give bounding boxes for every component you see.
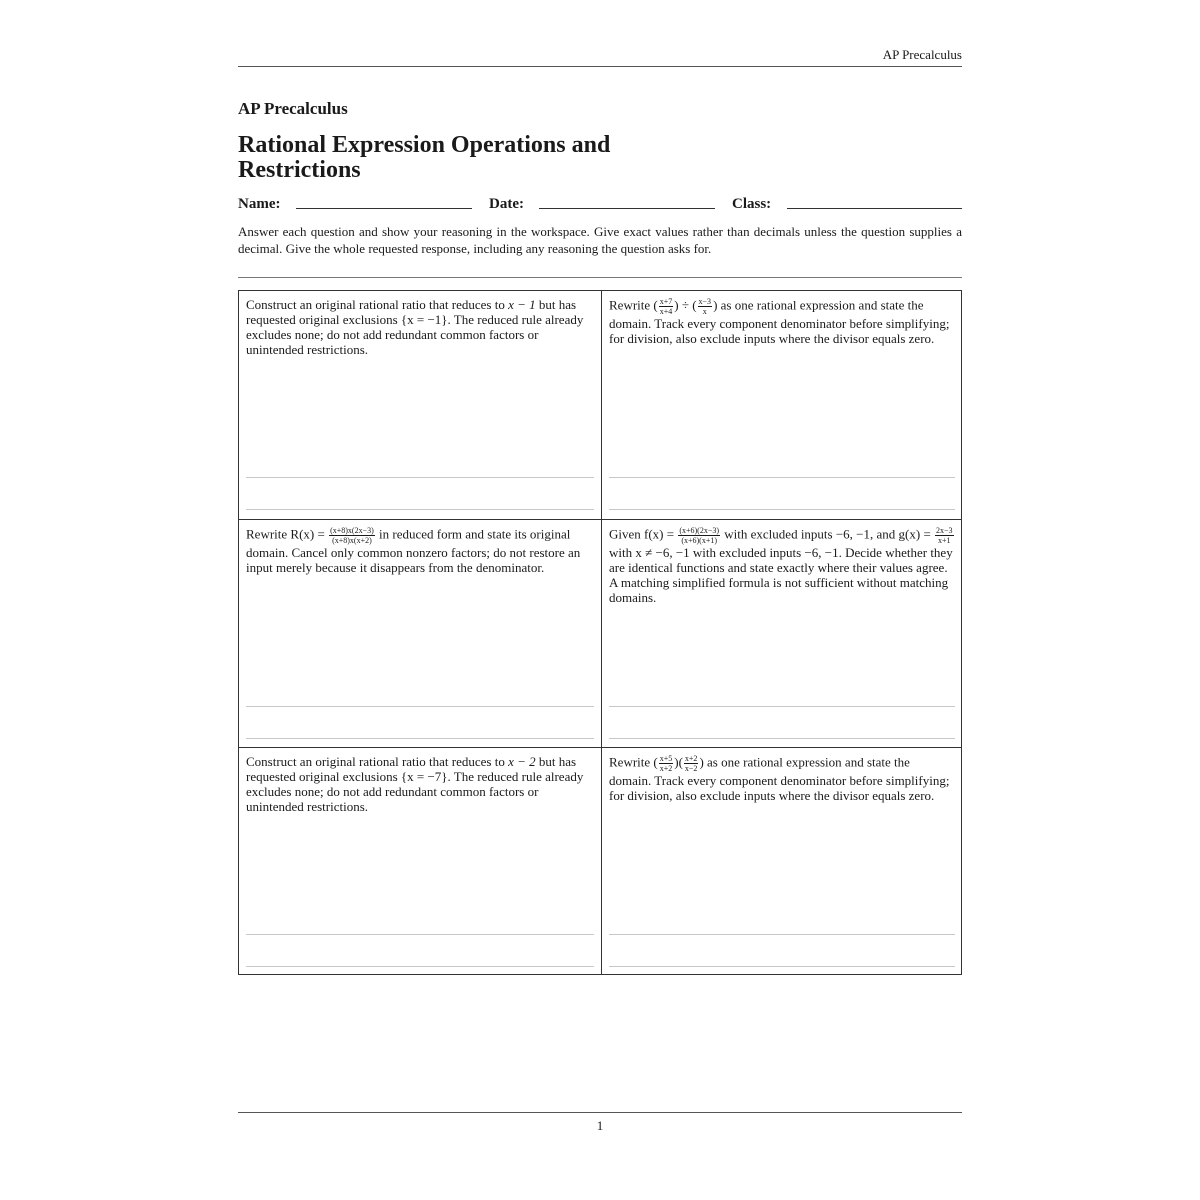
fraction: $\frac{(x+8)x(2x-3)}{(x+8)x(x+2)}$ [330, 526, 374, 545]
answer-line[interactable] [609, 477, 955, 478]
class-label: Class: [732, 196, 772, 212]
question-2 [601, 291, 962, 519]
question-text: Construct an original rational ratio that reduces to x − 1 but has requested original exclusions {x = −1}. The reduced rule already excludes none; do not add redundant common factors or unintended restrictions. [246, 297, 584, 357]
fraction: $\frac{x-3}{x}$ [698, 297, 712, 316]
footer-divider [238, 1112, 962, 1113]
section-divider [238, 277, 962, 278]
answer-line[interactable] [246, 966, 594, 967]
student-info-fields [238, 196, 962, 216]
answer-line[interactable] [246, 706, 594, 707]
question-text: Rewrite R(x) = $\frac{(x+8)x(2x-3)}{(x+8)x(x+2)}$ in reduced form and state its original domain. Cancel only common nonzero factors; do not restore an input merely because it disappears from the denominator. [246, 526, 581, 575]
name-field[interactable] [296, 208, 472, 209]
date-label: Date: [489, 196, 524, 212]
answer-line[interactable] [609, 738, 955, 739]
question-text: Rewrite ( $\frac{x+5}{x+2}$ )( $\frac{x+2}{x-2}$ ) as one rational expression and state the domain. Track every component denominator before simplifying; for division, also exclude inputs where the divisor equals zero. [609, 754, 950, 803]
answer-line[interactable] [246, 509, 594, 510]
question-grid [238, 290, 962, 975]
answer-line[interactable] [609, 934, 955, 935]
fraction: $\frac{x+2}{x-2}$ [684, 754, 698, 773]
instructions: Answer each question and show your reasoning in the workspace. Give exact values rather than decimals unless the question supplies a decimal. Give the whole requested response, including any reasoning the question asks for. [238, 224, 962, 256]
running-header: AP Precalculus [238, 47, 962, 67]
answer-line[interactable] [609, 966, 955, 967]
page-number: 1 [596, 1118, 604, 1133]
question-4 [601, 519, 962, 747]
answer-line[interactable] [246, 477, 594, 478]
date-field[interactable] [539, 208, 715, 209]
question-text: Construct an original rational ratio that reduces to x − 2 but has requested original exclusions {x = −7}. The reduced rule already excludes none; do not add redundant common factors or unintended restrictions. [246, 754, 584, 814]
answer-line[interactable] [609, 706, 955, 707]
name-label: Name: [238, 196, 281, 212]
question-text: Rewrite ( $\frac{x+7}{x+4}$ ) ÷ ( $\frac{x-3}{x}$ ) as one rational expression and state the domain. Track every component denominator before simplifying; for division, also exclude inputs where the divisor equals zero. [609, 297, 950, 346]
answer-line[interactable] [246, 934, 594, 935]
question-6 [601, 747, 962, 975]
class-field[interactable] [787, 208, 962, 209]
question-3 [239, 519, 601, 747]
question-1 [239, 291, 601, 519]
answer-line[interactable] [609, 509, 955, 510]
course-subject: AP Precalculus [238, 99, 348, 118]
question-text: Given f(x) = $\frac{(x+6)(2x-3)}{(x+6)(x+1)}$ with excluded inputs −6, −1, and g(x) = $\frac{2x-3}{x+1}$ with x ≠ −6, −1 with excluded inputs −6, −1. Decide whether they are identical functions and state exactly where their values agree. A matching simplified formula is not sufficient without matching domains. [609, 526, 953, 605]
fraction: $\frac{x+5}{x+2}$ [659, 754, 673, 773]
fraction: $\frac{2x-3}{x+1}$ [936, 526, 953, 545]
fraction: $\frac{(x+6)(2x-3)}{(x+6)(x+1)}$ [679, 526, 720, 545]
worksheet-title: Rational Expression Operations and Restrictions [238, 132, 611, 183]
fraction: $\frac{x+7}{x+4}$ [659, 297, 673, 316]
answer-line[interactable] [246, 738, 594, 739]
question-5 [239, 747, 601, 975]
